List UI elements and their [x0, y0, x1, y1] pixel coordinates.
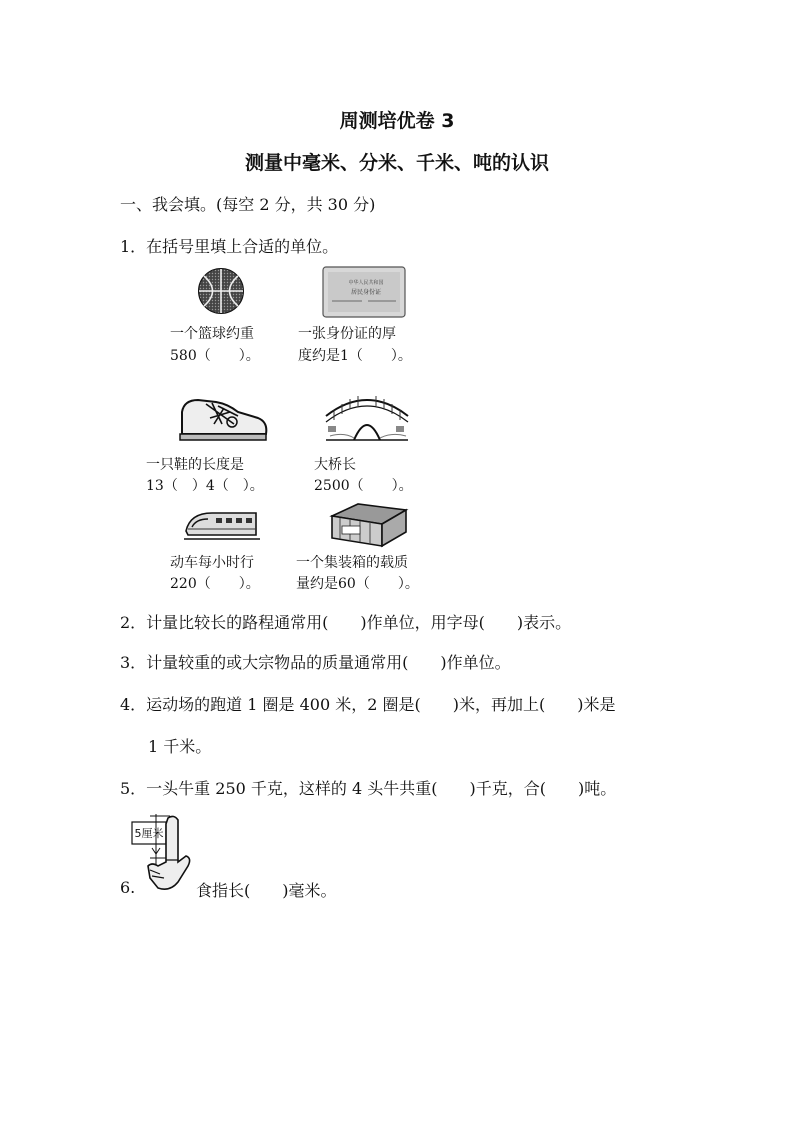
container-image: [328, 500, 410, 548]
item-container-line1: 一个集装箱的载质: [296, 555, 408, 571]
item-shoe-line1: 一只鞋的长度是: [146, 457, 244, 473]
finger-label: 5厘米: [134, 827, 164, 840]
section-heading: 一、我会填。(每空 2 分，共 30 分): [120, 195, 376, 214]
question-4-line2: 1 千米。: [148, 737, 212, 756]
page-title: 周测培优卷 3: [339, 110, 455, 132]
train-image: [182, 507, 262, 543]
question-3: 3．计量较重的或大宗物品的质量通常用( )作单位。: [120, 653, 511, 672]
bridge-image: [324, 380, 410, 446]
id-card-line2: 居民身份证: [350, 289, 382, 296]
finger-measure-image: [130, 812, 194, 894]
question-6-text: 食指长( )毫米。: [196, 881, 337, 900]
item-idcard-line2: 度约是1（ ）。: [298, 348, 412, 364]
question-4-line1: 4．运动场的跑道 1 圈是 400 米，2 圈是( )米，再加上( )米是: [120, 695, 616, 714]
id-card-image: [322, 266, 406, 318]
question-6-number: 6.: [120, 878, 136, 897]
item-shoe-line2: 13（ ）4（ ）。: [146, 478, 264, 494]
item-train-line1: 动车每小时行: [170, 555, 254, 571]
item-bridge-line2: 2500（ ）。: [314, 478, 413, 494]
item-idcard-line1: 一张身份证的厚: [298, 326, 396, 342]
question-1: 1．在括号里填上合适的单位。: [120, 237, 339, 256]
question-5: 5．一头牛重 250 千克，这样的 4 头牛共重( )千克，合( )吨。: [120, 779, 617, 798]
item-train-line2: 220（ ）。: [170, 576, 260, 592]
basketball-image: [196, 266, 246, 316]
shoe-image: [176, 394, 270, 442]
item-bridge-line1: 大桥长: [314, 457, 356, 473]
question-2: 2．计量比较长的路程通常用( )作单位，用字母( )表示。: [120, 613, 572, 632]
id-card-line1: 中华人民共和国: [348, 280, 384, 286]
item-basketball-line2: 580（ ）。: [170, 348, 260, 364]
page-subtitle: 测量中毫米、分米、千米、吨的认识: [244, 152, 549, 174]
item-basketball-line1: 一个篮球约重: [170, 326, 254, 342]
item-container-line2: 量约是60（ ）。: [296, 576, 419, 592]
